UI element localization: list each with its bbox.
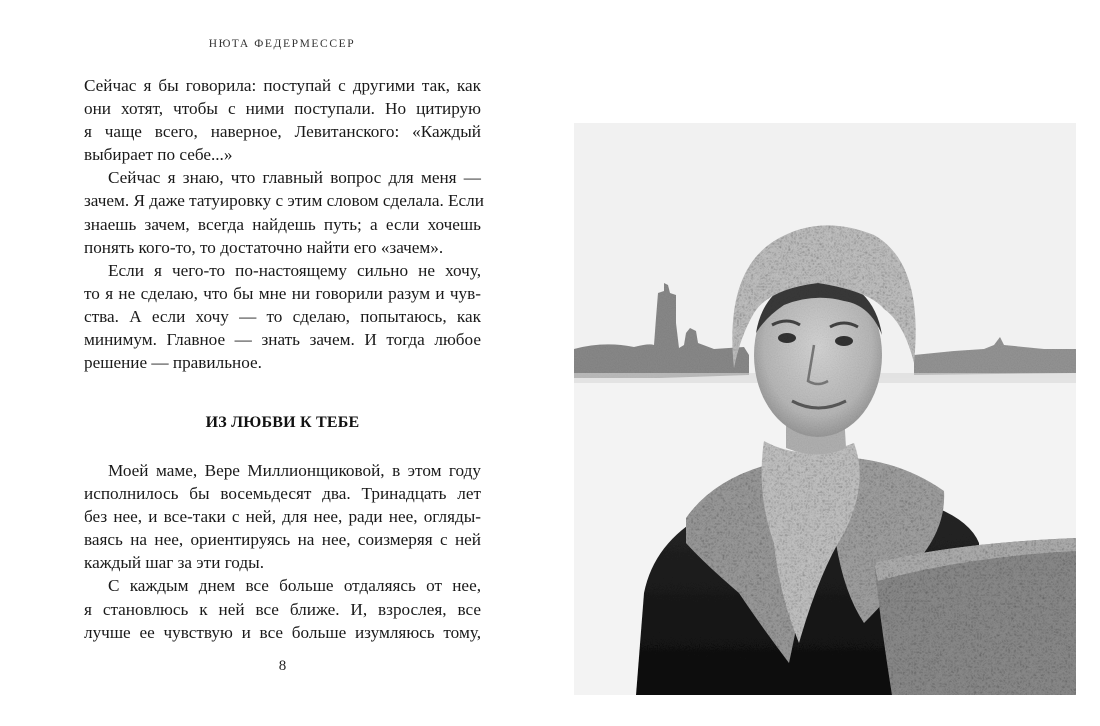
text-line: ства. А если хочу — то сделаю, попытаюсь, как	[84, 306, 481, 326]
text-line: без нее, и все-таки с ней, для нее, ради нее, огляды-	[84, 507, 481, 527]
text-line: решение — правильное.	[84, 353, 262, 373]
paragraph	[84, 166, 484, 258]
text-line: то я не сделаю, что бы мне ни говорили разум и чув-	[84, 283, 481, 303]
running-head: НЮТА ФЕДЕРМЕССЕР	[208, 38, 356, 50]
text-line: знаешь зачем, всегда найдешь путь; а если хочешь	[84, 214, 481, 234]
text-line: С каждым днем все больше отдаляясь от нее,	[108, 576, 481, 596]
text-line: ваясь на нее, ориентируясь на нее, соизмеряя с ней	[84, 530, 481, 550]
text-line: зачем. Я даже татуировку с этим словом сделала. Если	[84, 191, 484, 211]
text-line: исполнилось бы восемьдесят два. Тринадцать лет	[84, 484, 481, 504]
text-line: понять кого-то, то достаточно найти его «зачем».	[84, 237, 444, 257]
text-line: выбирает по себе...»	[84, 145, 233, 165]
granite-parapet	[874, 538, 1076, 695]
text-line: лучше ее чувствую и все больше изумляюсь тому,	[84, 622, 481, 642]
text-line: они хотят, чтобы с ними поступали. Но цитирую	[84, 99, 481, 119]
paragraph	[84, 259, 481, 374]
portrait-photo	[574, 123, 1076, 695]
text-line: минимум. Главное — знать зачем. И тогда любое	[84, 330, 481, 350]
text-line: Моей маме, Вере Миллионщиковой, в этом году	[108, 461, 481, 480]
section-title: ИЗ ЛЮБВИ К ТЕБЕ	[205, 414, 360, 431]
body-text-top	[84, 74, 484, 374]
text-line: каждый шаг за эти годы.	[84, 553, 264, 573]
paragraph	[84, 74, 481, 166]
paragraph	[84, 459, 481, 574]
text-line: Сейчас я знаю, что главный вопрос для меня —	[108, 168, 481, 188]
text-line: Сейчас я бы говорила: поступай с другими так, как	[84, 76, 481, 95]
text-line: Если я чего-то по-настоящему сильно не хочу,	[108, 260, 481, 280]
paragraph	[84, 574, 481, 643]
text-line: я чаще всего, наверное, Левитанского: «Каждый	[84, 122, 481, 142]
text-line: я становлюсь к ней все ближе. И, взрослея, все	[84, 599, 481, 619]
page-number: 8	[278, 658, 287, 674]
body-text-bottom	[84, 459, 481, 644]
